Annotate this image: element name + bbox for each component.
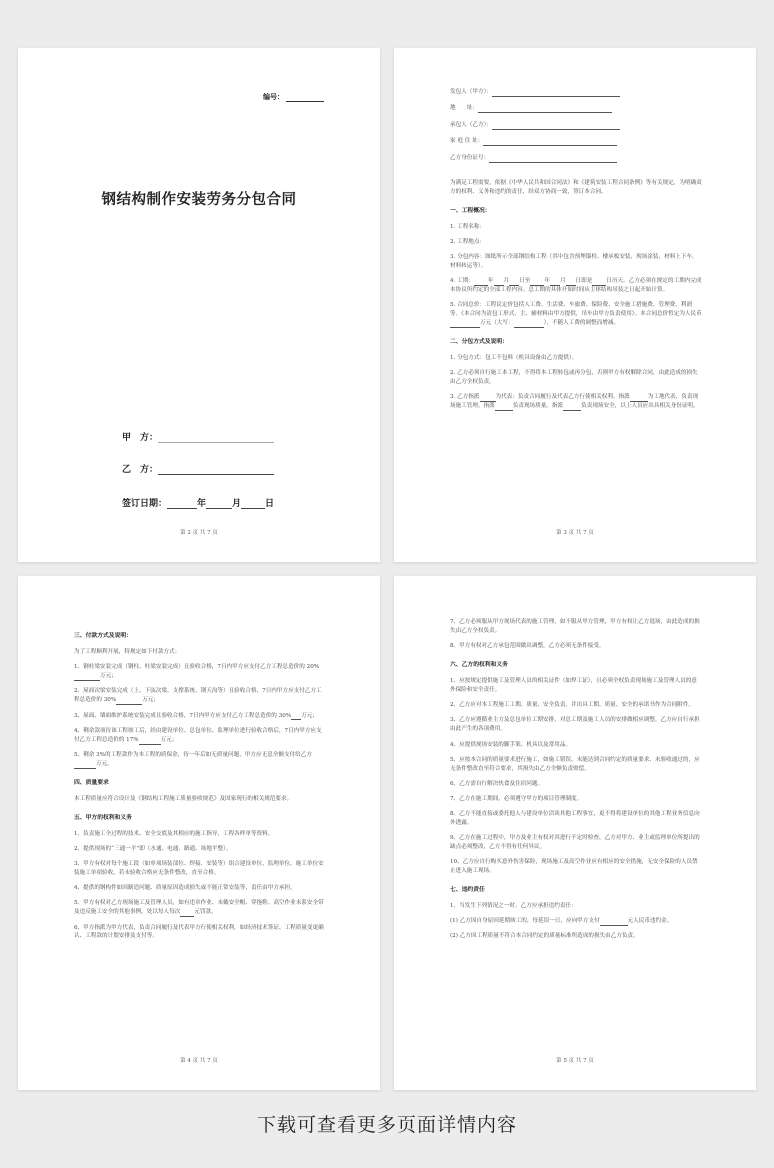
clause <box>450 301 702 328</box>
clause: 7、乙方必须服从甲方现场代表的施工管理，如不服从甲方管理，甲方有权让乙方退场，由此造成的损失由乙方全权负责。 <box>450 619 700 634</box>
section-title: 三、付款方式及说明： <box>74 633 132 639</box>
clause-text: 万元（大写： <box>480 320 514 327</box>
clause <box>74 663 326 681</box>
fill-blank <box>474 285 488 286</box>
fill-blank <box>74 680 100 681</box>
clause: 3、甲方有权对每个施工段（如单项场装部位、焊接、安装等）组合建设单位、监理单位、施工单位安装施工单项验收，若未验收合格应无条件整改，直至合格。 <box>74 861 324 877</box>
clause-text: 1、钢柱梁安装完成（钢柱、柱梁安装完成）且验收合格，7日内甲方应支付乙方工程总造价的 20% <box>74 664 320 671</box>
clause: 1、当发生下列情况之一时，乙方应承担违约责任： <box>450 903 577 910</box>
clause <box>74 727 326 745</box>
fill-blank <box>514 327 544 328</box>
party-row <box>450 88 702 97</box>
clause-text: 2、屋面次梁安装完成（上、下弦次梁、支撑系统、钢天沟等）且验收合格，7日内甲方应支付乙方工程总造价的 30% <box>74 688 322 704</box>
clause-text: ），不随人工费的调整而增减。 <box>543 320 620 327</box>
party-row <box>450 154 702 163</box>
clause: 1、应按规定提供施工及管理人员的相关证件（如焊工证），且必须全权负责现场施工及管理人员的意外保险和安全责任。 <box>450 678 697 694</box>
party-label: 地 址： <box>450 105 478 112</box>
clause-text: 4、剩余款项待该工程竣工后，经由建设单位、总包单位、监理单位进行验收合格后，7日内甲方应支付乙方工程总造价的 17% <box>74 727 322 743</box>
clause-text: 元罚款。 <box>194 909 217 916</box>
fill-blank <box>492 96 620 97</box>
clause-text: 日至 <box>519 278 531 285</box>
sign-date <box>122 496 274 509</box>
page-content <box>74 632 326 948</box>
clause: 10、乙方应自行购买意外伤害保险，现场施工及高空作业应有相应的安全措施，无安全保险的人员禁止进入施工现场。 <box>450 859 698 875</box>
fill-blank <box>489 162 617 163</box>
contract-page-payment <box>18 576 380 1090</box>
year-blank <box>167 508 197 509</box>
clause <box>74 712 326 721</box>
fill-blank <box>291 719 301 720</box>
clause-text: 日历天。乙方必须在规定的工期内完成本协议所约定的全部工程内容。总工期的具体开始时间从主体结构吊装之日起开始计算。 <box>450 278 702 294</box>
clause: 3. 分包内容：图纸所示全部钢结构工程（其中包含预埋锚栓、楼承板安装、现场涂装、材料上下车、材料转运等）。 <box>450 254 698 270</box>
clause-text: 元人民币违约金。 <box>627 918 673 925</box>
section-title: 一、工程概况： <box>450 207 491 214</box>
clause: (2) 乙方因工程质量不符合本合同约定的质量标准所造成的损失由乙方负责。 <box>450 933 639 940</box>
fill-blank <box>139 744 161 745</box>
clause: 2、提供现场的“三通一平”即（水通、电通、路通、场地平整）。 <box>74 846 232 853</box>
section-title: 七、违约责任 <box>450 886 485 893</box>
clause: 1、负责施工全过程的技术、安全交底及其相应的施工指导，工程各样单等资料。 <box>74 831 274 838</box>
month-label: 月 <box>232 499 242 509</box>
section-title: 五、甲方的权利和义务 <box>74 814 132 821</box>
clause-text: 5、剩余 3%的工程款作为本工程的质保金，待一年后如无质量问题，甲方应无息全额支付给乙方 <box>74 751 312 758</box>
contract-page-parties <box>394 48 756 562</box>
fill-blank <box>450 327 480 328</box>
party-b-blank <box>158 474 274 475</box>
fill-blank <box>600 925 628 926</box>
clause-text: 年 <box>487 278 494 285</box>
clause-text: 万元； <box>301 712 318 719</box>
fill-blank <box>509 285 519 286</box>
clause-text: 3. 乙方指派 <box>450 394 480 401</box>
intro-paragraph: 为满足工程需要，依据《中华人民共和国合同法》和《建筑安装工程合同条例》等有关规定，为明确双方的权利、义务和违约的责任，经双方协商一致，签订本合同。 <box>450 179 702 195</box>
fill-blank <box>180 916 194 917</box>
section-title: 四、质量要求 <box>74 779 109 786</box>
party-a-blank <box>158 442 274 443</box>
clause-text: 万元； <box>142 697 159 704</box>
clause: 4、提供的钢构件如因制造问题、质量原因造成损失或不能正常安装等，责任由甲方承担。 <box>74 885 296 892</box>
clause: 9、乙方在施工过程中，甲方及业主有权对其进行不定时检查，乙方对甲方、业主或监理单位所提出的缺点必须整改，乙方不得有任何异议。 <box>450 835 700 850</box>
clause: 1. 工程名称： <box>450 223 486 230</box>
fill-blank <box>530 285 544 286</box>
party-row <box>450 104 702 113</box>
fill-blank <box>492 129 620 130</box>
day-label: 日 <box>265 499 275 509</box>
party-row <box>450 137 702 146</box>
page-content <box>450 88 702 418</box>
contract-number <box>263 92 324 102</box>
fill-blank <box>592 285 606 286</box>
party-label: 家 庭 住 址： <box>450 138 484 145</box>
clause <box>74 899 326 917</box>
clause-text: 万元。 <box>96 760 113 767</box>
party-a-signature <box>122 430 274 443</box>
fill-blank <box>566 285 576 286</box>
clause <box>450 393 702 411</box>
clause-text: 5. 合同总价：工程议定价包括人工费、生活费、车旅费、保险费、安全施工措施费、管理费、利润等。《本合同为清包工形式，主、辅材料由甲方提供，吊车由甲方负责使用》。本合同总价暂定为人民币 <box>450 302 702 318</box>
party-a-label: 甲 方： <box>122 433 159 443</box>
clause: 5、应按本合同的质量要求进行施工，如施工错误、未能达到合同约定的质量要求、未验收通过的，应无条件整改直至符合要求，其损失由乙方全额负责赔偿。 <box>450 756 700 772</box>
party-label: 乙方身份证号： <box>450 154 490 161</box>
fill-blank <box>478 112 612 113</box>
contract-page-obligations <box>394 576 756 1090</box>
clause: 6、乙方需自行解决伙食及住宿问题。 <box>450 780 544 787</box>
clause <box>450 277 702 295</box>
party-label: 发包人（甲方）： <box>450 89 492 95</box>
clause-text: 万元； <box>100 673 117 680</box>
clause: 8、乙方不能直接或委托他人与建设单位洽谈其他工程事宜，更不得将建设单位的其他工程业务信息向外透露。 <box>450 810 700 826</box>
page-number: 第 4 页 共 7 页 <box>180 1058 218 1064</box>
party-label: 承包人（乙方）： <box>450 121 492 128</box>
clause-text: 万元； <box>160 736 178 743</box>
fill-blank <box>74 768 96 769</box>
fill-blank <box>563 410 581 411</box>
clause <box>74 687 326 705</box>
section-title: 六、乙方的权利和义务 <box>450 662 508 668</box>
clause <box>74 751 326 769</box>
fill-blank <box>495 410 513 411</box>
page-number: 第 2 页 共 7 页 <box>180 530 218 536</box>
clause-text: 负责现场安全，以上人员应出具相关身份证明。 <box>581 403 699 410</box>
clause-text: 为代表：负责合同履行及代表乙方行使相关权利。指派 <box>495 394 630 401</box>
page-content <box>450 618 702 948</box>
sign-date-label: 签订日期： <box>122 499 168 509</box>
clause-text: 月 <box>559 278 566 285</box>
clause-text: 3、屋面、墙面维护系统安装完成且验收合格，7日内甲方应支付乙方工程总造价的 30% <box>74 712 292 719</box>
contract-title: 钢结构制作安装劳务分包合同 <box>101 191 297 208</box>
party-row <box>450 121 702 130</box>
page-number: 第 5 页 共 7 页 <box>556 1058 594 1064</box>
clause: 2、乙方应对本工程施工工期、质量、安全负责，并出具工期、质量、安全的承诺书作为合同附件。 <box>450 702 695 709</box>
fill-blank <box>550 285 560 286</box>
page-number: 第 3 页 共 7 页 <box>556 530 594 536</box>
party-b-label: 乙 方： <box>122 465 159 475</box>
clause-text: 日即是 <box>575 278 593 285</box>
clause: 8、甲方有权对乙方承包范围做出调整，乙方必须无条件接受。 <box>450 643 605 650</box>
clause-text: 年 <box>544 278 550 285</box>
fill-blank <box>116 704 142 705</box>
clause-text: 4. 工期： <box>450 278 474 285</box>
clause: 6、甲方指派为甲方代表，负责合同履行及代表甲方行使相关权利。如经济技术签证、工程质量变更确认、工程款的计划安排及支付等。 <box>74 924 324 940</box>
clause-text: 月 <box>503 278 510 285</box>
clause-text: 5、甲方有权对乙方现场施工及管理人员，如有违章作业、未戴安全帽、穿拖鞋、高空作业未系安全带及违反施工安全的其他事例，处以每人每次 <box>74 900 324 916</box>
clause: 2. 乙方必须自行施工本工程，不得将本工程转包或再分包，否则甲方有权解除合同，由此造成的损失由乙方全权负责。 <box>450 370 698 386</box>
clause: 本工程质量应符合设计及《钢结构工程施工质量验收规范》及国家现行的相关规范要求。 <box>74 795 293 802</box>
month-blank <box>206 508 232 509</box>
download-caption: 下载可查看更多页面详情内容 <box>256 1114 517 1136</box>
clause-text: (1) 乙方因自身原因延期竣工的，每延误一日，应向甲方支付 <box>450 918 600 925</box>
day-blank <box>241 508 265 509</box>
clause <box>450 917 702 926</box>
contract-number-label: 编号： <box>263 92 284 101</box>
clause: 7、乙方在施工期间，必须遵守甲方的项目管理制度。 <box>450 795 583 802</box>
clause: 3、乙方应遵循业主方及总包单位工期安排，对总工期及施工人员的安排做相应调整。乙方应自行承担由此产生的各项费用。 <box>450 717 700 733</box>
clause: 为了工程顺利开展，特规定如下付款方式： <box>74 649 181 656</box>
clause: 1. 分包方式：包工不包料（机具设备由乙方提供）。 <box>450 355 578 362</box>
contract-number-blank <box>286 101 324 102</box>
party-b-signature <box>122 462 274 475</box>
year-label: 年 <box>197 499 207 509</box>
clause-text: 负责现场质量。指派 <box>512 403 564 410</box>
contract-cover-page <box>18 48 380 562</box>
clause: 4、应提供现场安装的脚手架、机具以及常用品。 <box>450 741 572 748</box>
clause: 2. 工程地点： <box>450 238 486 245</box>
fill-blank <box>483 145 617 146</box>
section-title: 二、分包方式及说明： <box>450 339 508 346</box>
fill-blank <box>494 285 504 286</box>
clause-text: 为工地代表，负责现场施工管理。指派 <box>450 394 699 410</box>
